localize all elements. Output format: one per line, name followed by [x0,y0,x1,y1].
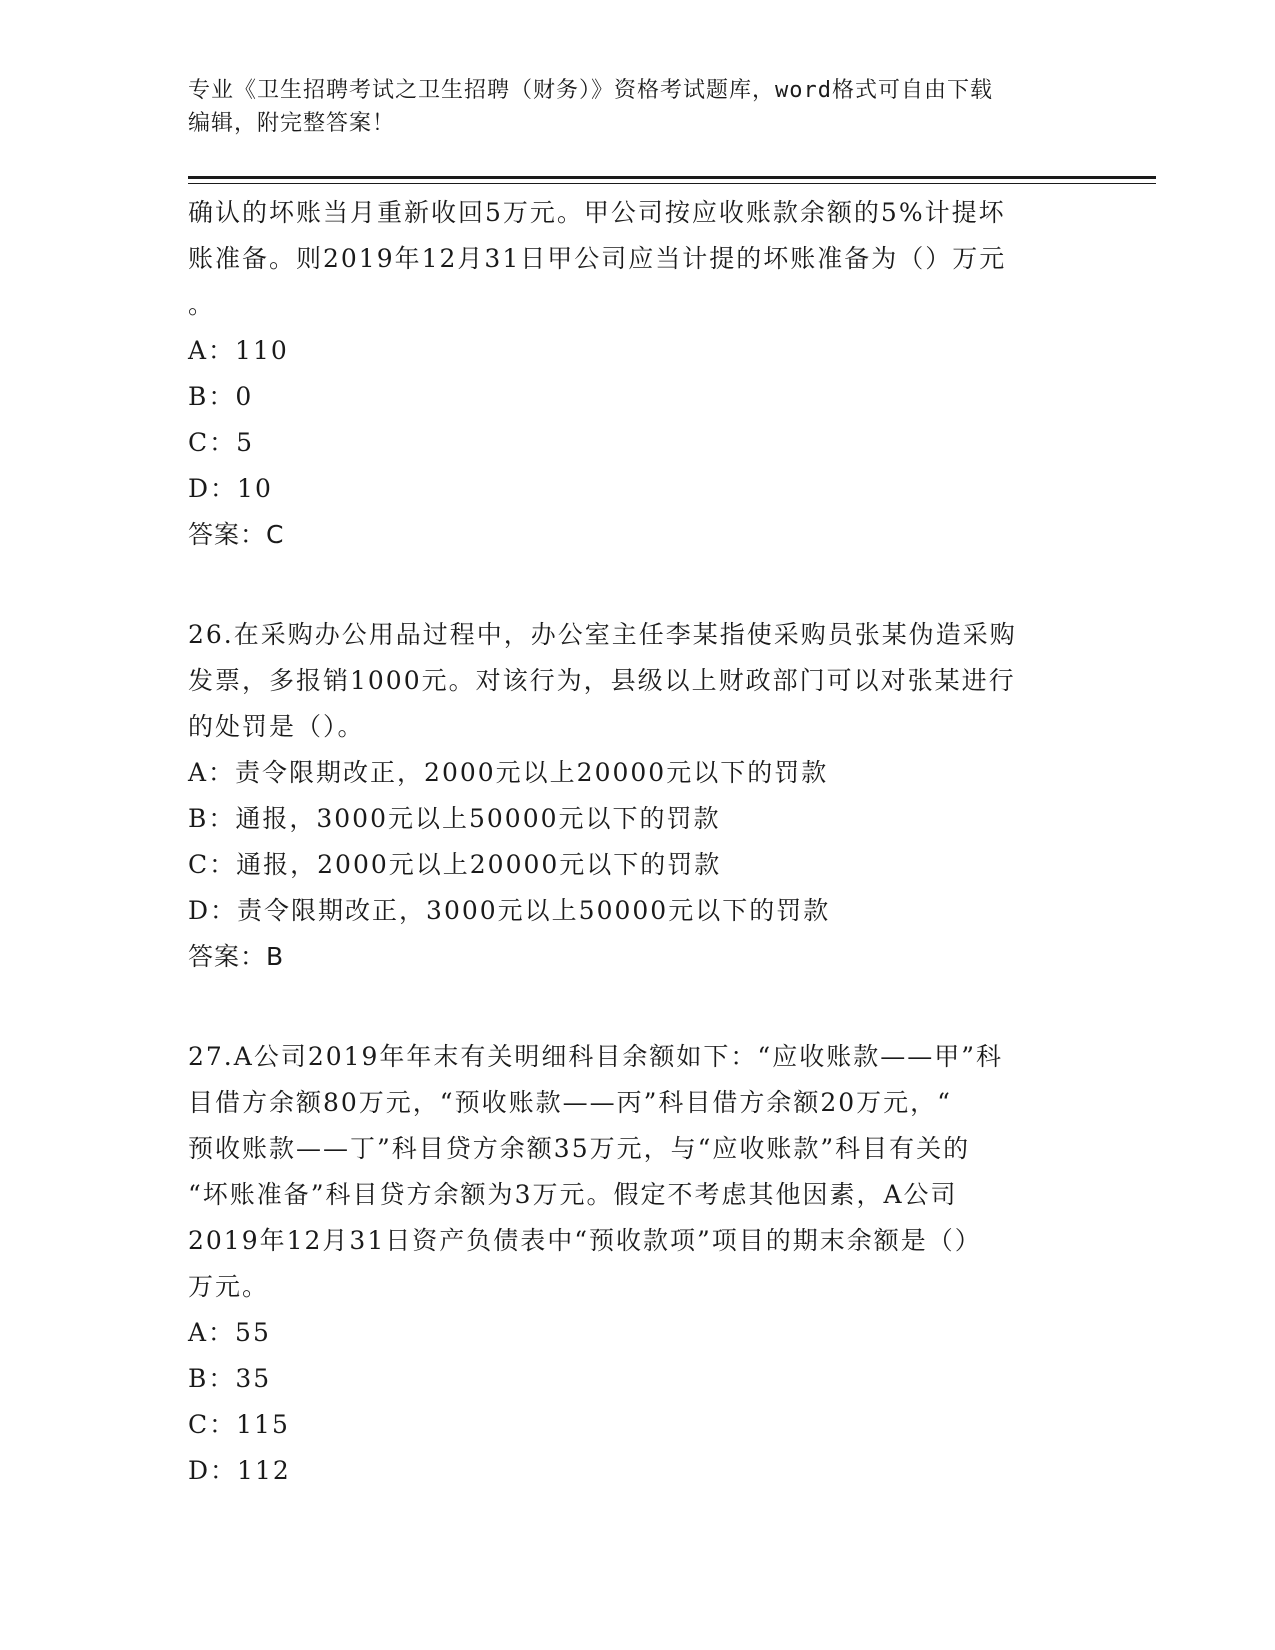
question-gap [188,980,1088,1034]
question-gap [188,558,1088,612]
header-line-2: 编辑，附完整答案！ [188,111,396,136]
answer-line: 答案：B [188,942,285,971]
option-b: B：通报，3000元以上50000元以下的罚款 [188,804,721,833]
option-d: D：10 [188,474,273,503]
question-text-line: 26.在采购办公用品过程中，办公室主任李某指使采购员张某伪造采购 [188,620,1017,649]
question-26 [188,612,1088,980]
option-c: C：115 [188,1410,290,1439]
question-text-line: 账准备。则2019年12月31日甲公司应当计提的坏账准备为（）万元 [188,244,1007,273]
option-c: C：5 [188,428,255,457]
option-d: D：责令限期改正，3000元以上50000元以下的罚款 [188,896,831,925]
option-a: A：责令限期改正，2000元以上20000元以下的罚款 [188,758,829,787]
document-body [188,190,1088,1494]
question-text-line: 发票，多报销1000元。对该行为，县级以上财政部门可以对张某进行 [188,666,1016,695]
option-c: C：通报，2000元以上20000元以下的罚款 [188,850,722,879]
question-text-line: 的处罚是（）。 [188,712,365,741]
question-text-line: 万元。 [188,1272,270,1301]
answer-line: 答案：C [188,520,285,549]
option-a: A：110 [188,336,289,365]
option-d: D：112 [188,1456,291,1485]
question-text-line: 2019年12月31日资产负债表中“预收款项”项目的期末余额是（） [188,1226,982,1255]
page-header [188,74,1088,140]
header-divider-thick [188,176,1156,179]
option-b: B：0 [188,382,254,411]
question-27 [188,1034,1088,1494]
question-text-line: “坏账准备”科目贷方余额为3万元。假定不考虑其他因素，A公司 [188,1180,958,1209]
question-text-line: 。 [188,290,216,319]
question-text-line: 预收账款——丁”科目贷方余额35万元，与“应收账款”科目有关的 [188,1134,971,1163]
question-25 [188,190,1088,558]
question-text-line: 27.A公司2019年年末有关明细科目余额如下：“应收账款——甲”科 [188,1042,1003,1071]
option-b: B：35 [188,1364,272,1393]
header-divider-thin [188,183,1156,184]
question-text-line: 目借方余额80万元，“预收账款——丙”科目借方余额20万元，“ [188,1088,952,1117]
header-line-1: 专业《卫生招聘考试之卫生招聘（财务）》资格考试题库，word格式可自由下载 [188,78,993,103]
question-text-line: 确认的坏账当月重新收回5万元。甲公司按应收账款余额的5%计提坏 [188,198,1006,227]
option-a: A：55 [188,1318,271,1347]
